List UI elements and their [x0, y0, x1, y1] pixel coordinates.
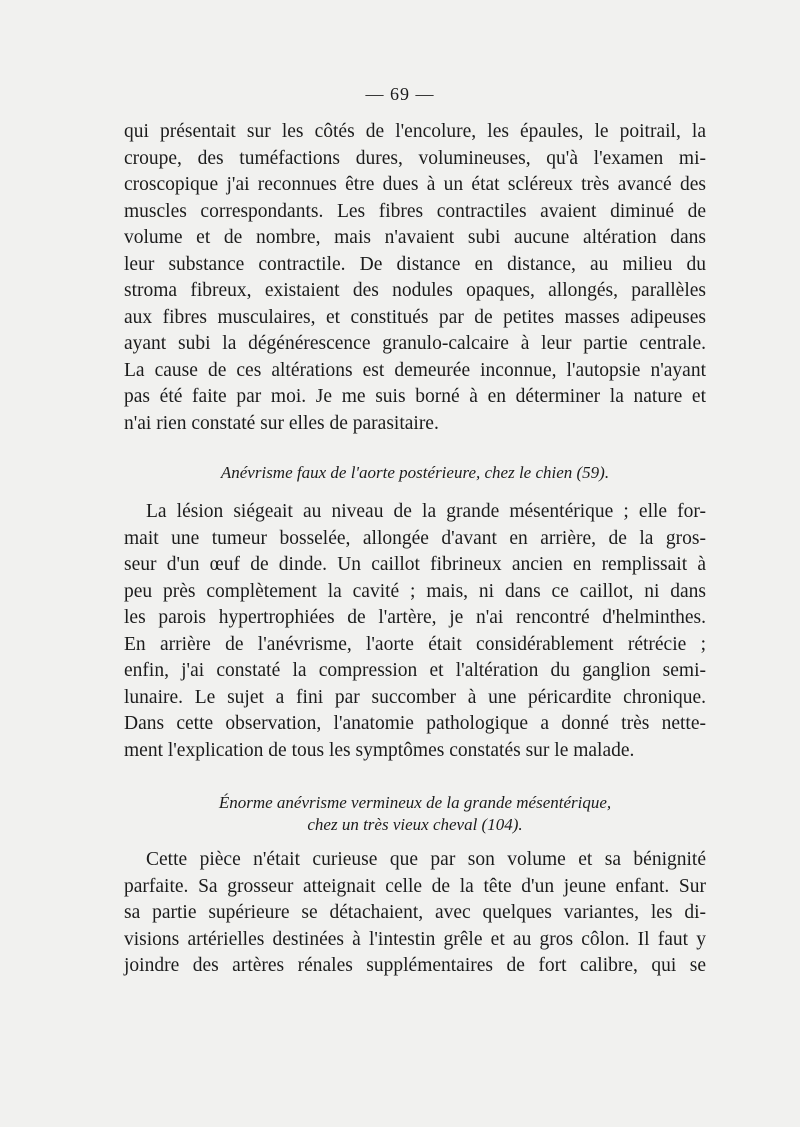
text-line: mait une tumeur bosselée, allongée d'avant en arrière, de la gros- [124, 527, 706, 549]
text-line: muscles correspondants. Les fibres contractiles avaient diminué de [124, 200, 706, 222]
text-line: visions artérielles destinées à l'intestin grêle et au gros côlon. Il faut y [124, 928, 706, 950]
text-line: peu près complètement la cavité ; mais, ni dans ce caillot, ni dans [124, 580, 706, 602]
text-line: parfaite. Sa grosseur atteignait celle de la tête d'un jeune enfant. Sur [124, 875, 706, 897]
text-line: Dans cette observation, l'anatomie pathologique a donné très nette- [124, 713, 706, 734]
text-line: enfin, j'ai constaté la compression et l'altération du ganglion semi- [124, 660, 706, 681]
text-line: La lésion siégeait au niveau de la grande mésentérique ; elle for- [146, 501, 706, 522]
section-heading-1 [124, 462, 706, 484]
heading-line: Énorme anévrisme vermineux de la grande mésentérique, [218, 793, 612, 812]
text-line: croscopique j'ai reconnues être dues à un état scléreux très avancé des [124, 174, 706, 195]
heading-line: Anévrisme faux de l'aorte postérieure, chez le chien (59). [220, 463, 610, 482]
text-line: croupe, des tuméfactions dures, volumineuses, qu'à l'examen mi- [124, 147, 706, 169]
text-line: La cause de ces altérations est demeurée inconnue, l'autopsie n'ayant [124, 359, 706, 381]
text-line: volume et de nombre, mais n'avaient subi aucune altération dans [124, 227, 706, 248]
heading-line: chez un très vieux cheval (104). [307, 815, 523, 834]
text-line: leur substance contractile. De distance en distance, au milieu du [124, 253, 706, 275]
section-heading-2 [124, 792, 706, 836]
text-line: lunaire. Le sujet a fini par succomber à une péricardite chronique. [124, 686, 706, 708]
text-line: ayant subi la dégénérescence granulo-calcaire à leur partie centrale. [124, 333, 706, 354]
text-line: n'ai rien constaté sur elles de parasitaire. [124, 412, 439, 434]
text-line: aux fibres musculaires, et constitués par de petites masses adipeuses [124, 306, 706, 328]
page-number: — 69 — [365, 84, 435, 104]
text-line: sa partie supérieure se détachaient, avec quelques variantes, les di- [124, 902, 706, 923]
text-line: Cette pièce n'était curieuse que par son volume et sa bénignité [146, 849, 706, 870]
text-line: En arrière de l'anévrisme, l'aorte était considérablement rétrécie ; [124, 633, 706, 655]
text-line: ment l'explication de tous les symptômes constatés sur le malade. [124, 739, 635, 761]
text-line: qui présentait sur les côtés de l'encolure, les épaules, le poitrail, la [124, 121, 706, 142]
text-line: joindre des artères rénales supplémentaires de fort calibre, qui se [124, 955, 706, 976]
text-line: stroma fibreux, existaient des nodules opaques, allongés, parallèles [124, 280, 706, 301]
text-line: les parois hypertrophiées de l'artère, je n'ai rencontré d'helminthes. [124, 607, 706, 628]
paragraph-3 [124, 847, 706, 980]
paragraph-1 [124, 119, 706, 437]
paragraph-2 [124, 499, 706, 764]
text-line: seur d'un œuf de dinde. Un caillot fibrineux ancien en remplissait à [124, 554, 706, 575]
text-line: pas été faite par moi. Je me suis borné à en déterminer la nature et [124, 386, 706, 407]
